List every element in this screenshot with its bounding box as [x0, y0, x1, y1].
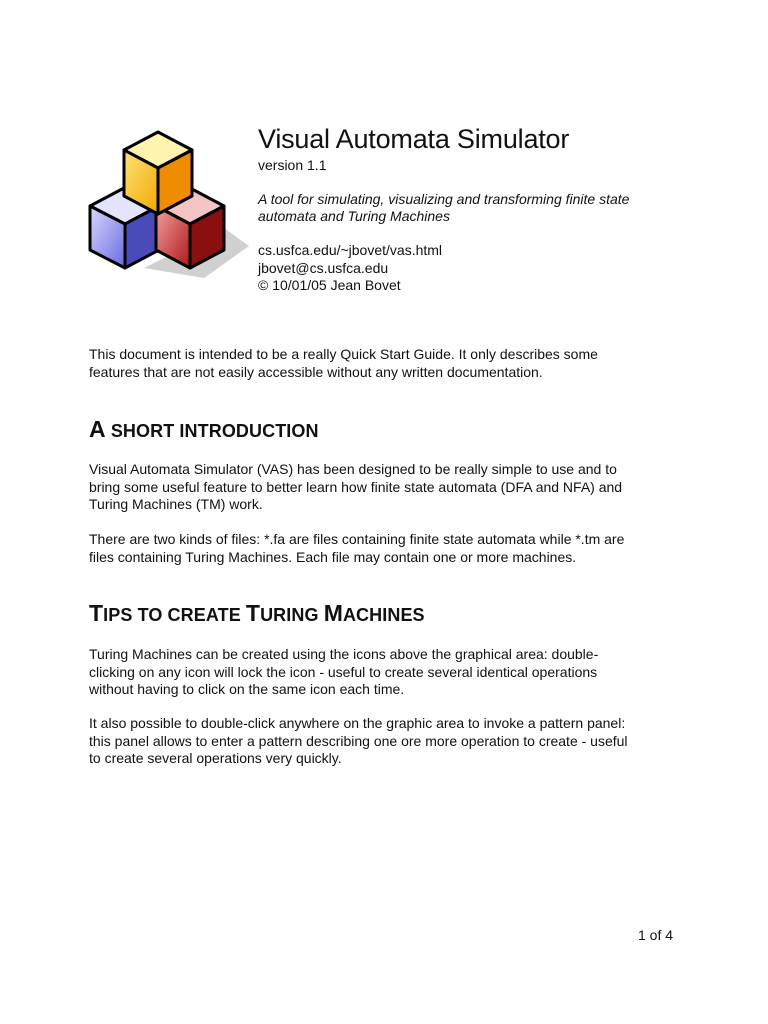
- section2-paragraph-2: [89, 715, 689, 768]
- paragraph-line: to create several operations very quickly.: [89, 750, 342, 766]
- section2-paragraph-1: [89, 646, 689, 699]
- website-link[interactable]: cs.usfca.edu/~jbovet/vas.html: [258, 242, 443, 258]
- paragraph-line: without having to click on the same icon each time.: [89, 681, 405, 697]
- yellow-cube-shape: [124, 132, 192, 214]
- section1-paragraph-2: [89, 531, 689, 566]
- email-link[interactable]: jbovet@cs.usfca.edu: [258, 259, 389, 276]
- heading-text: URING: [260, 605, 324, 625]
- heading-initial: T: [89, 600, 104, 626]
- section-heading-short-introduction: [89, 416, 319, 443]
- paragraph-line: features that are not easily accessible without any written documentation.: [89, 363, 543, 380]
- paragraph-line: Visual Automata Simulator (VAS) has been designed to be really simple to use and to: [89, 461, 617, 477]
- heading-initial: T: [245, 600, 261, 626]
- document-title: Visual Automata Simulator: [258, 124, 570, 154]
- tagline-line: A tool for simulating, visualizing and transforming finite state: [258, 191, 630, 207]
- paragraph-line: It also possible to double-click anywhere on the graphic area to invoke a pattern panel:: [89, 715, 626, 731]
- page-number: 1 of 4: [638, 927, 674, 943]
- contact-info: [258, 242, 698, 295]
- tagline: [258, 191, 698, 225]
- heading-text: SHORT INTRODUCTION: [105, 421, 319, 441]
- heading-text: ACHINES: [342, 605, 425, 625]
- intro-paragraph: [89, 346, 689, 381]
- paragraph-line: files containing Turing Machines. Each file may contain one or more machines.: [89, 548, 577, 565]
- section1-paragraph-1: [89, 461, 689, 514]
- cubes-logo: [84, 128, 254, 283]
- heading-initial: A: [89, 416, 106, 442]
- paragraph-line: this panel allows to enter a pattern describing one ore more operation to create - useful: [89, 732, 628, 749]
- paragraph-line: Turing Machines can be created using the icons above the graphical area: double-: [89, 646, 599, 662]
- copyright-line: © 10/01/05 Jean Bovet: [258, 277, 401, 293]
- paragraph-line: This document is intended to be a really Quick Start Guide. It only describes some: [89, 346, 598, 362]
- section-heading-tips-turing-machines: [89, 600, 425, 627]
- paragraph-line: clicking on any icon will lock the icon - useful to create several identical operations: [89, 663, 598, 680]
- paragraph-line: bring some useful feature to better learn how finite state automata (DFA and NFA) and: [89, 478, 623, 495]
- heading-initial: M: [323, 600, 343, 626]
- paragraph-line: Turing Machines (TM) work.: [89, 496, 263, 512]
- paragraph-line: There are two kinds of files: *.fa are files containing finite state automata while *.tm are: [89, 531, 625, 547]
- document-header: [258, 122, 698, 295]
- tagline-line: automata and Turing Machines: [258, 208, 450, 224]
- heading-text: IPS TO CREATE: [103, 605, 246, 625]
- version-label: version 1.1: [258, 157, 327, 173]
